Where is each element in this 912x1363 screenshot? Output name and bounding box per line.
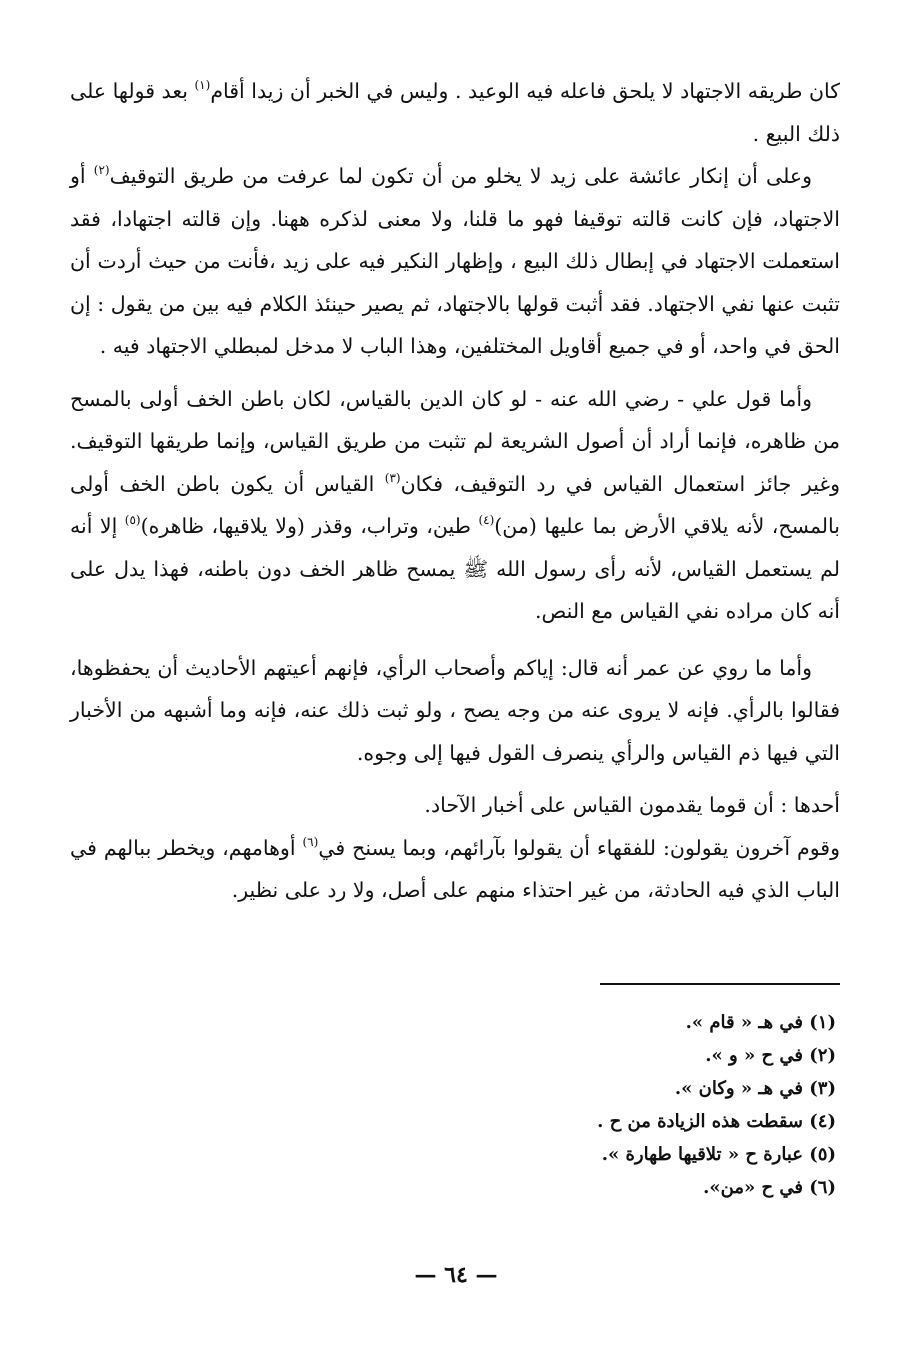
paragraph-text: وعلى أن إنكار عائشة على زيد لا يخلو من أن تكون لما عرفت من طريق التوقيف <box>109 164 812 188</box>
footnote-marker: (٦) <box>302 834 319 849</box>
paragraph-text: إلا أنه لم يستعمل القياس، لأنه رأى رسول الله ﷺ يمسح ظاهر الخف دون باطنه، فهذا يدل على أنه كان مراده نفي القياس مع النص. <box>70 514 840 623</box>
paragraph-text: وأما قول علي - رضي الله عنه - لو كان الدين بالقياس، لكان باطن الخف أولى بالمسح من ظاهره، فإنما أراد أن أصول الشريعة لم تثبت من طريق القياس، وإنما طريقها التوقيف. وغير جائز استعمال القياس في رد التوقيف، فكان <box>70 386 840 496</box>
paragraph-text: وأما ما روي عن عمر أنه قال: إياكم وأصحاب الرأي، فإنهم أعيتهم الأحاديث أن يحفظوها، فقالوا بالرأي. فإنه لا يروى عنه من وجه يصح ، ولو ثبت ذلك عنه، فإنه وما أشبهه من الأخبار التي فيها ذم القياس والرأي ينصرف القول فيها إلى وجوه. <box>70 655 840 765</box>
footnote-marker: (٥) <box>124 513 141 527</box>
paragraph-4 <box>70 647 840 775</box>
footnote-marker: (٤) <box>478 513 495 527</box>
footnote-6: (٦) في ح «من». <box>703 1177 836 1198</box>
paragraph-text: طين، وتراب، وقذر (ولا يلاقيها، ظاهره) <box>140 514 479 538</box>
paragraph-text: أو الاجتهاد، فإن كانت قالته توقيفا فهو ما قلنا، ولا معنى لذكره ههنا. وإن قالته اجتهادا، فقد استعملت الاجتهاد في إبطال ذلك البيع ، وإظهار النكير فيه على زيد ،فأنت من حيث أردت أن تثبت عنها نفي الاجتهاد. فقد أثبت قولها بالاجتهاد، ثم يصير حينئذ الكلام فيه بين من يقول : إن الحق في واحد، أو في جميع أقاويل المختلفين، وهذا الباب لا مدخل لمبطلي الاجتهاد فيه . <box>70 164 840 358</box>
paragraph-3 <box>70 378 840 633</box>
footnote-4: (٤) سقطت هذه الزيادة من ح . <box>597 1111 836 1132</box>
footnote-1: (١) في هـ « قام ». <box>685 1012 836 1033</box>
footnote-marker: (٣) <box>384 470 401 485</box>
paragraph-text: أوهامهم، ويخطر ببالهم في الباب الذي فيه الحادثة، من غير احتذاء منهم على أصل، ولا رد على نظير. <box>70 835 840 902</box>
paragraph-1 <box>70 70 840 155</box>
page-number: — ٦٤ — <box>414 1262 498 1288</box>
paragraph-text: وقوم آخرون يقولون: للفقهاء أن يقولوا بآرائهم، وبما يسنح في <box>318 835 840 860</box>
footnote-divider <box>600 983 840 985</box>
footnote-2: (٢) في ح « و ». <box>705 1045 836 1066</box>
paragraph-5 <box>70 784 840 827</box>
footnote-marker: (٢) <box>93 163 110 177</box>
paragraph-text: القياس أن يكون باطن الخف أولى بالمسح، لأنه يلاقي الأرض بما عليها (من) <box>70 471 840 538</box>
footnote-5: (٥) عبارة ح « تلاقيها طهارة ». <box>601 1144 836 1165</box>
footnotes <box>276 1006 836 1204</box>
paragraph-2 <box>70 155 840 368</box>
footnote-3: (٣) في هـ « وكان ». <box>674 1078 836 1099</box>
paragraph-text: كان طريقه الاجتهاد لا يلحق فاعله فيه الوعيد . وليس في الخبر أن زيدا أقام <box>210 79 841 103</box>
paragraph-text: أحدها : أن قوما يقدمون القياس على أخبار الآحاد. <box>424 793 840 817</box>
paragraph-text: بعد قولها على ذلك البيع . <box>70 79 840 146</box>
footnote-marker: (١) <box>194 78 211 92</box>
main-text <box>70 70 840 912</box>
paragraph-6 <box>70 827 840 912</box>
